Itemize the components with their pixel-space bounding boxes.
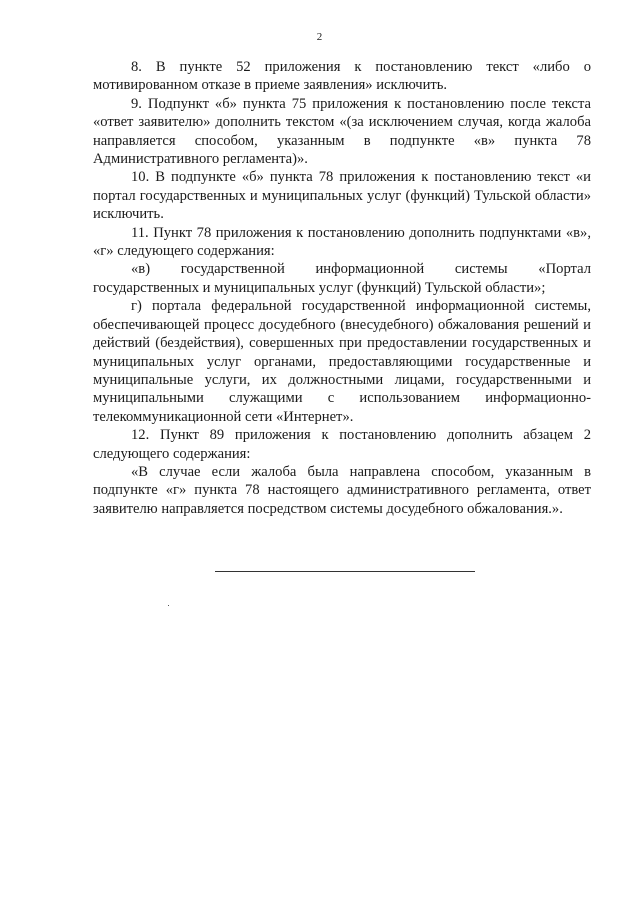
paragraph-item-11: 11. Пункт 78 приложения к постановлению дополнить подпунктами «в», «г» следующего содержания: [93,224,591,260]
paragraph-subitem-g: г) портала федеральной государственной информационной системы, обеспечивающей процесс досудебного (внесудебного) обжалования решений и действий (бездействия), совершенных при предоставлении государственных и муниципальных услуг органами, предоставляющими государственные и муниципальные услуги, их должностными лицами, государственными и муниципальными служащими с использованием информационно-телекоммуникационной сети «Интернет». [93,298,591,425]
paragraph-item-8: 8. В пункте 52 приложения к постановлению текст «либо о мотивированном отказе в приеме заявления» исключить. [93,59,591,94]
document-body [93,58,591,518]
paragraph-item-12: 12. Пункт 89 приложения к постановлению дополнить абзацем 2 следующего содержания: [93,427,591,462]
page-number: 2 [316,31,323,43]
paragraph-quote-addition: «В случае если жалоба была направлена способом, указанным в подпункте «г» пункта 78 настоящего административного регламента, ответ заявителю направляется посредством системы досудебного обжалования.». [93,463,591,517]
paragraph-item-10: 10. В подпункте «б» пункта 78 приложения к постановлению текст «и портал государственных и муниципальных услуг (функций) Тульской области» исключить. [93,169,591,223]
paragraph-subitem-v: «в) государственной информационной системы «Портал государственных и муниципальных услуг (функций) Тульской области»; [93,261,591,296]
closing-separator-line [215,571,475,572]
scan-speck [168,605,169,606]
paragraph-item-9: 9. Подпункт «б» пункта 75 приложения к постановлению после текста «ответ заявителю» дополнить текстом «(за исключением случая, когда жалоба направляется способом, указанным в подпункте «в» пункта 78 Административного регламента)». [93,95,591,168]
